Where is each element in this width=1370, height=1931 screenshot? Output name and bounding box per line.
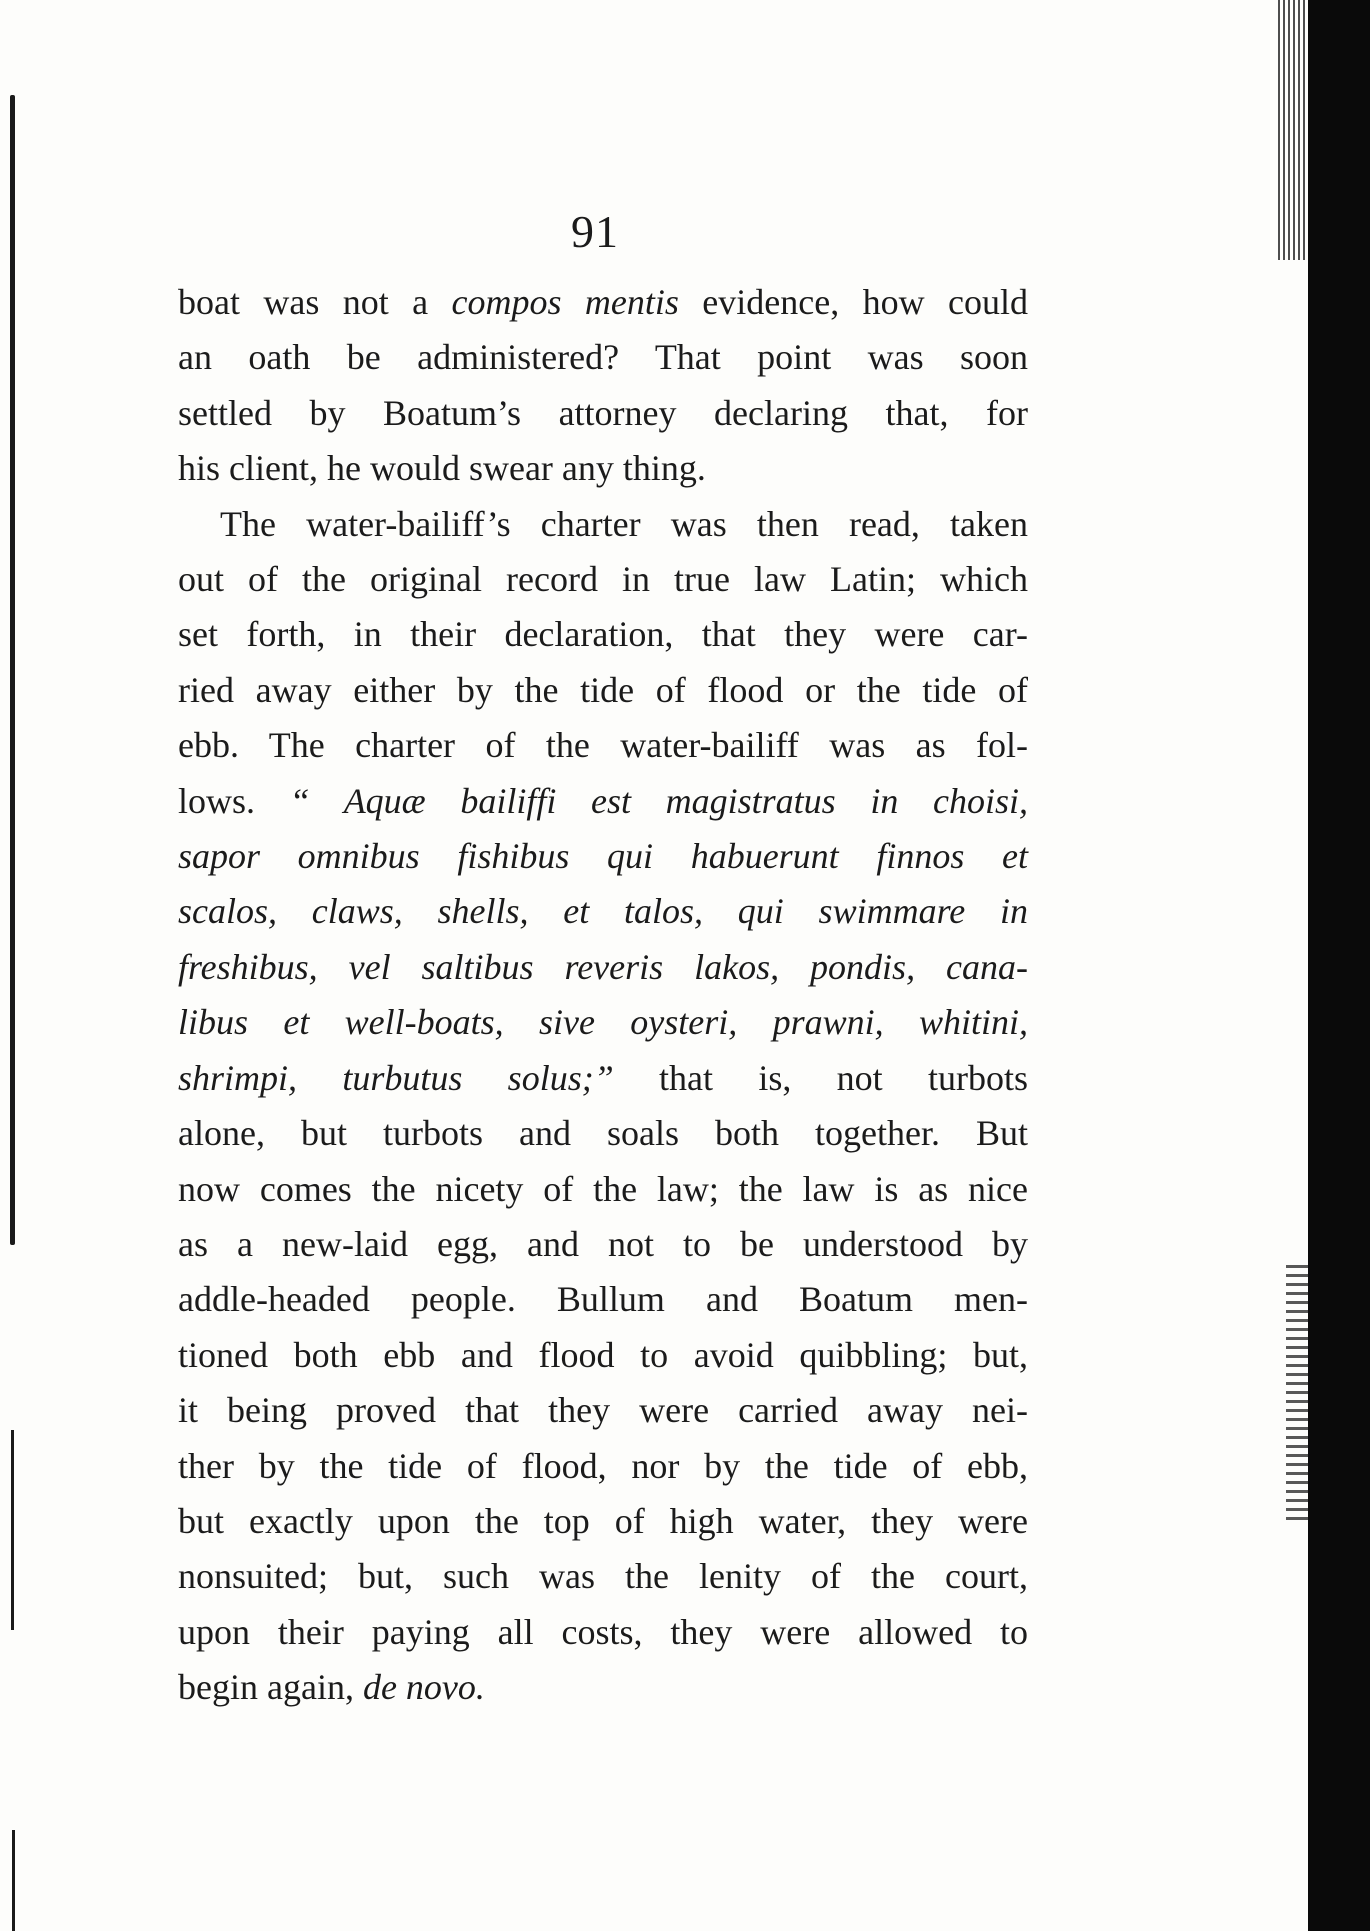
- text-line: The water-bailiff’s charter was then read, taken: [220, 503, 1028, 544]
- text-line: it being proved that they were carried away nei-: [178, 1390, 1028, 1431]
- text-line: ebb. The charter of the water-bailiff was as fol-: [178, 725, 1028, 766]
- text-line: sapor omnibus fishibus qui habuerunt finnos et: [178, 836, 1028, 877]
- scan-gutter-shadow: [10, 95, 15, 1245]
- scan-gutter-shadow-bottom: [12, 1830, 15, 1931]
- text-line: as a new-laid egg, and not to be understood by: [178, 1223, 1028, 1264]
- page-number: 91: [571, 206, 619, 257]
- paragraph-1: [178, 275, 1028, 497]
- text-line: alone, but turbots and soals both together. But: [178, 1113, 1028, 1154]
- scan-page-edge: [1308, 0, 1370, 1931]
- text-line: shrimpi, turbutus solus;” that is, not turbots: [178, 1057, 1028, 1098]
- text-line: now comes the nicety of the law; the law is as nice: [178, 1168, 1028, 1209]
- text-line: his client, he would swear any thing.: [178, 448, 706, 489]
- text-line: addle-headed people. Bullum and Boatum men-: [178, 1279, 1028, 1320]
- text-line: boat was not a compos mentis evidence, how could: [178, 282, 1028, 322]
- scan-edge-fringe-top: [1278, 0, 1308, 260]
- scan-gutter-shadow-lower: [11, 1430, 14, 1630]
- body-text: [178, 275, 1028, 1716]
- text-line: begin again, de novo.: [178, 1667, 485, 1708]
- text-line: freshibus, vel saltibus reveris lakos, pondis, cana-: [178, 946, 1028, 987]
- text-line: out of the original record in true law Latin; which: [178, 559, 1028, 600]
- text-line: ried away either by the tide of flood or the tide of: [178, 669, 1028, 710]
- text-line: set forth, in their declaration, that they were car-: [178, 614, 1028, 655]
- text-line: scalos, claws, shells, et talos, qui swimmare in: [178, 891, 1028, 932]
- text-line: lows. “ Aquæ bailiffi est magistratus in choisi,: [178, 780, 1028, 821]
- text-line: tioned both ebb and flood to avoid quibbling; but,: [178, 1334, 1028, 1375]
- text-line: libus et well-boats, sive oysteri, prawni, whitini,: [178, 1002, 1028, 1043]
- paragraph-2: [178, 497, 1028, 1716]
- text-line: settled by Boatum’s attorney declaring that, for: [178, 392, 1028, 433]
- text-line: an oath be administered? That point was soon: [178, 337, 1028, 378]
- text-line: upon their paying all costs, they were allowed to: [178, 1611, 1028, 1652]
- text-line: ther by the tide of flood, nor by the tide of ebb,: [178, 1445, 1028, 1486]
- text-line: nonsuited; but, such was the lenity of the court,: [178, 1556, 1028, 1597]
- scan-edge-fringe-mid: [1286, 1260, 1308, 1520]
- text-line: but exactly upon the top of high water, they were: [178, 1500, 1028, 1541]
